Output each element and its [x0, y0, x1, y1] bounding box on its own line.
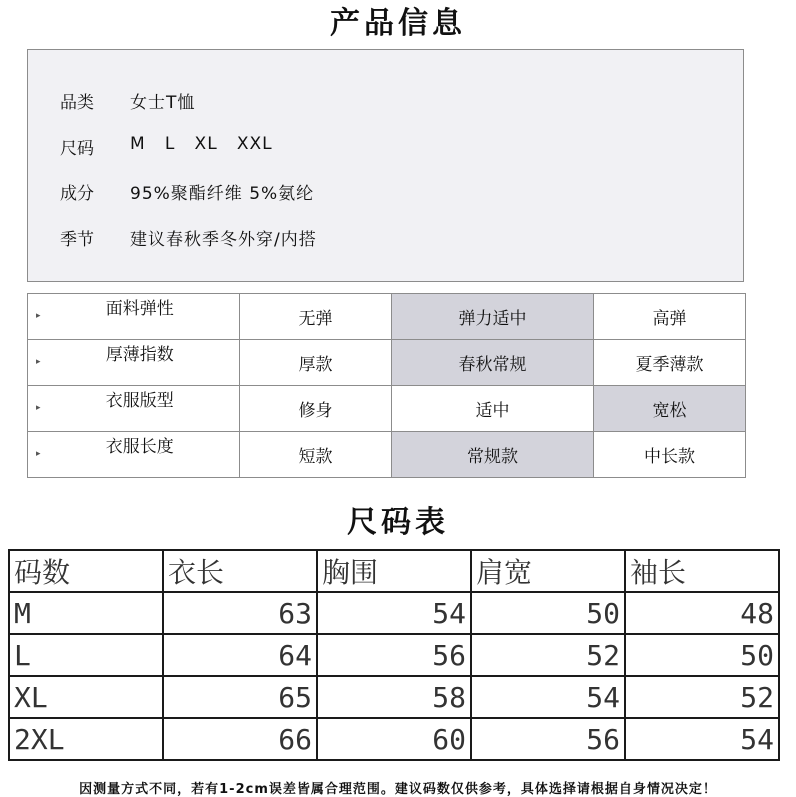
- info-row-season: [60, 225, 317, 250]
- size-chart-header: 码数: [9, 550, 163, 592]
- info-value: 95%聚酯纤维 5%氨纶: [130, 184, 315, 204]
- size-chart-header: 肩宽: [471, 550, 625, 592]
- measurement-note: 因测量方式不同，若有1-2cm误差皆属合理范围。建议码数仅供参考，具体选择请根据自身情况决定！: [79, 782, 717, 797]
- size-value: 54: [625, 718, 779, 760]
- attribute-row-elasticity: [28, 294, 746, 340]
- info-label: 尺码: [60, 139, 94, 159]
- bullet-icon: ▸: [36, 357, 41, 367]
- attribute-option: 高弹: [594, 294, 746, 340]
- size-value: 52: [471, 634, 625, 676]
- attribute-name: 面料弹性: [105, 299, 174, 319]
- attribute-option-selected: 宽松: [594, 386, 746, 432]
- size-label: 2XL: [9, 718, 163, 760]
- info-row-size: [60, 134, 273, 159]
- size-value: 52: [625, 676, 779, 718]
- info-value: 女士T恤: [130, 93, 196, 113]
- size-label: M: [9, 592, 163, 634]
- size-label: L: [9, 634, 163, 676]
- info-row-material: [60, 179, 314, 204]
- attribute-name-cell: [28, 294, 240, 340]
- size-chart-header-row: [9, 550, 779, 592]
- size-value: 64: [163, 634, 317, 676]
- size-chart-row: [9, 676, 779, 718]
- size-value: 65: [163, 676, 317, 718]
- attribute-name: 衣服长度: [105, 437, 174, 457]
- size-chart-table: [8, 549, 780, 761]
- attribute-name-cell: [28, 340, 240, 386]
- attribute-option: 中长款: [594, 432, 746, 478]
- size-value: 60: [317, 718, 471, 760]
- attribute-option: 适中: [392, 386, 594, 432]
- bullet-icon: ▸: [36, 449, 41, 459]
- info-label: 品类: [60, 93, 94, 113]
- info-label: 季节: [60, 230, 94, 250]
- size-chart-title: 尺码表: [347, 505, 449, 540]
- product-info-panel: [27, 49, 744, 282]
- size-value: 56: [471, 718, 625, 760]
- attribute-option: 无弹: [240, 294, 392, 340]
- size-value: 54: [317, 592, 471, 634]
- attribute-option: 夏季薄款: [594, 340, 746, 386]
- size-value: 63: [163, 592, 317, 634]
- size-value: 66: [163, 718, 317, 760]
- size-chart-row: [9, 718, 779, 760]
- attribute-name-cell: [28, 386, 240, 432]
- size-chart-row: [9, 634, 779, 676]
- size-value: 48: [625, 592, 779, 634]
- attribute-option: 厚款: [240, 340, 392, 386]
- attribute-name-cell: [28, 432, 240, 478]
- attribute-option: 修身: [240, 386, 392, 432]
- attribute-row-length: [28, 432, 746, 478]
- info-label: 成分: [60, 184, 94, 204]
- size-value: 50: [625, 634, 779, 676]
- size-chart-header: 衣长: [163, 550, 317, 592]
- attribute-option: 短款: [240, 432, 392, 478]
- size-chart-row: [9, 592, 779, 634]
- size-value: 58: [317, 676, 471, 718]
- size-chart-header: 袖长: [625, 550, 779, 592]
- size-value: 56: [317, 634, 471, 676]
- size-label: XL: [9, 676, 163, 718]
- attribute-option-selected: 弹力适中: [392, 294, 594, 340]
- attribute-name: 衣服版型: [105, 391, 174, 411]
- attribute-option-selected: 春秋常规: [392, 340, 594, 386]
- attribute-row-fit: [28, 386, 746, 432]
- info-value: 建议春秋季冬外穿/内搭: [130, 230, 317, 250]
- bullet-icon: ▸: [36, 311, 41, 321]
- product-info-title: 产品信息: [330, 6, 466, 41]
- attribute-option-selected: 常规款: [392, 432, 594, 478]
- size-value: 54: [471, 676, 625, 718]
- info-value: M L XL XXL: [130, 134, 273, 154]
- attribute-table: [27, 293, 746, 478]
- info-row-category: [60, 88, 195, 113]
- attribute-name: 厚薄指数: [105, 345, 174, 365]
- attribute-row-thickness: [28, 340, 746, 386]
- bullet-icon: ▸: [36, 403, 41, 413]
- size-chart-header: 胸围: [317, 550, 471, 592]
- size-value: 50: [471, 592, 625, 634]
